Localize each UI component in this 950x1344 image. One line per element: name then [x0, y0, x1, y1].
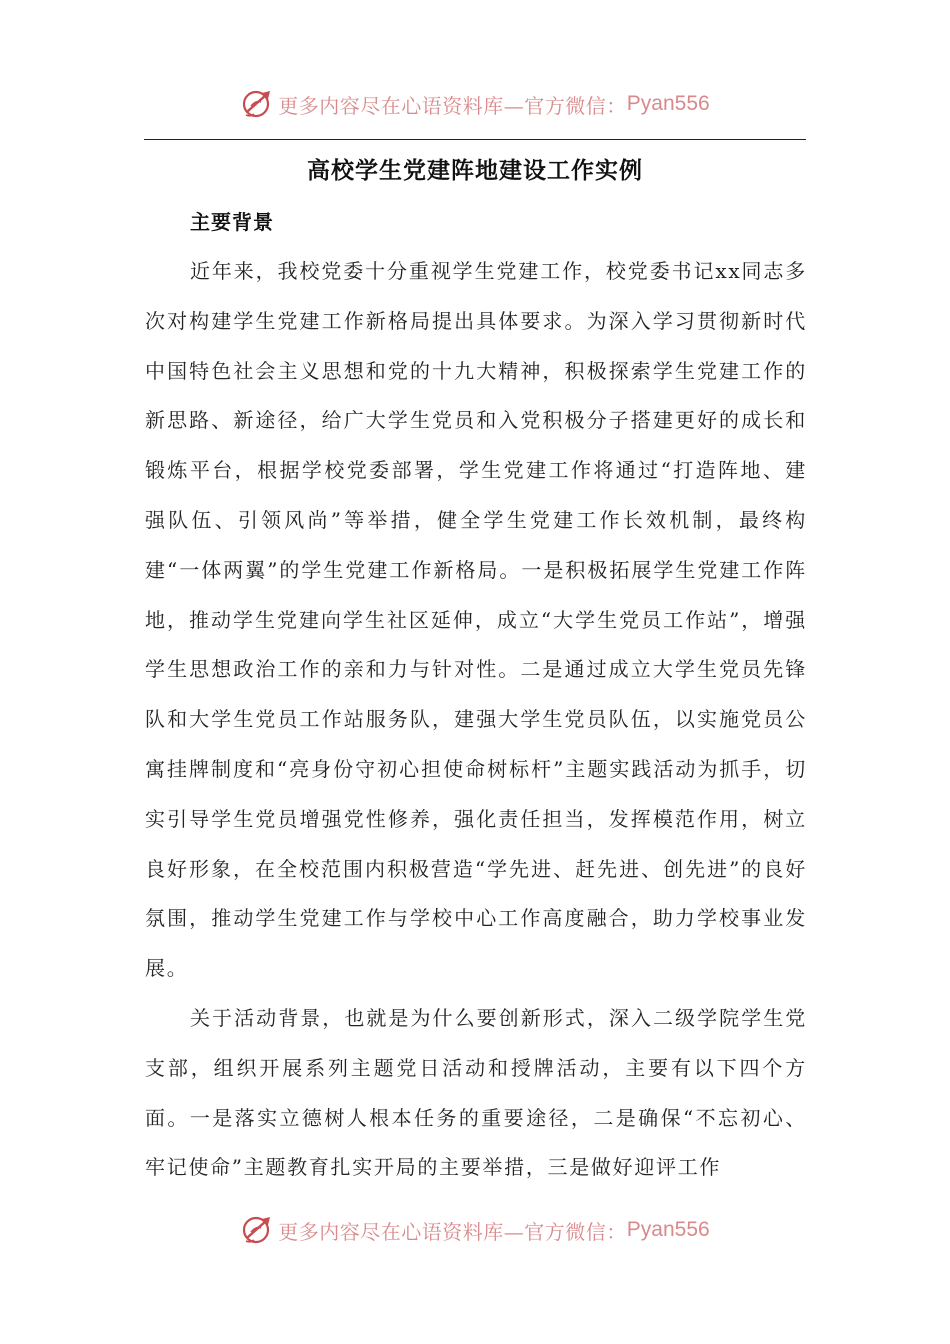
header-banner — [0, 84, 950, 124]
wechat-id: Pyan556 — [626, 1218, 710, 1241]
pen-logo-icon — [240, 1213, 274, 1247]
paragraph: 关于活动背景，也就是为什么要创新形式，深入二级学院学生党支部，组织开展系列主题党日活动和授牌活动，主要有以下四个方面。一是落实立德树人根本任务的重要途径，二是确保“不忘初心、牢记使命”主题教育扎实开局的主要举措，三是做好迎评工作 — [145, 1005, 807, 1180]
document-body — [145, 247, 807, 1193]
banner-text: 更多内容尽在心语资料库—官方微信： — [278, 93, 627, 118]
paragraph: 近年来，我校党委十分重视学生党建工作，校党委书记xx同志多次对构建学生党建工作新格局提出具体要求。为深入学习贯彻新时代中国特色社会主义思想和党的十九大精神，积极探索学生党建工作的新思路、新途径，给广大学生党员和入党积极分子搭建更好的成长和锻炼平台，根据学校党委部署，学生党建工作将通过“打造阵地、建强队伍、引领风尚”等举措，健全学生党建工作长效机制，最终构建“一体两翼”的学生党建工作新格局。一是积极拓展学生党建工作阵地，推动学生党建向学生社区延伸，成立“大学生党员工作站”，增强学生思想政治工作的亲和力与针对性。二是通过成立大学生党员先锋队和大学生党员工作站服务队，建强大学生党员队伍，以实施党员公寓挂牌制度和“亮身份守初心担使命树标杆”主题实践活动为抓手，切实引导学生党员增强党性修养，强化责任担当，发挥模范作用，树立良好形象，在全校范围内积极营造“学先进、赶先进、创先进”的良好氛围，推动学生党建工作与学校中心工作高度融合，助力学校事业发展。 — [145, 259, 807, 981]
banner-text: 更多内容尽在心语资料库—官方微信： — [278, 1219, 627, 1244]
wechat-id: Pyan556 — [626, 92, 710, 115]
footer-banner — [0, 1210, 950, 1250]
pen-logo-icon — [240, 87, 274, 121]
header-rule — [144, 139, 806, 140]
document-title: 高校学生党建阵地建设工作实例 — [307, 157, 643, 184]
section-heading: 主要背景 — [190, 210, 274, 234]
